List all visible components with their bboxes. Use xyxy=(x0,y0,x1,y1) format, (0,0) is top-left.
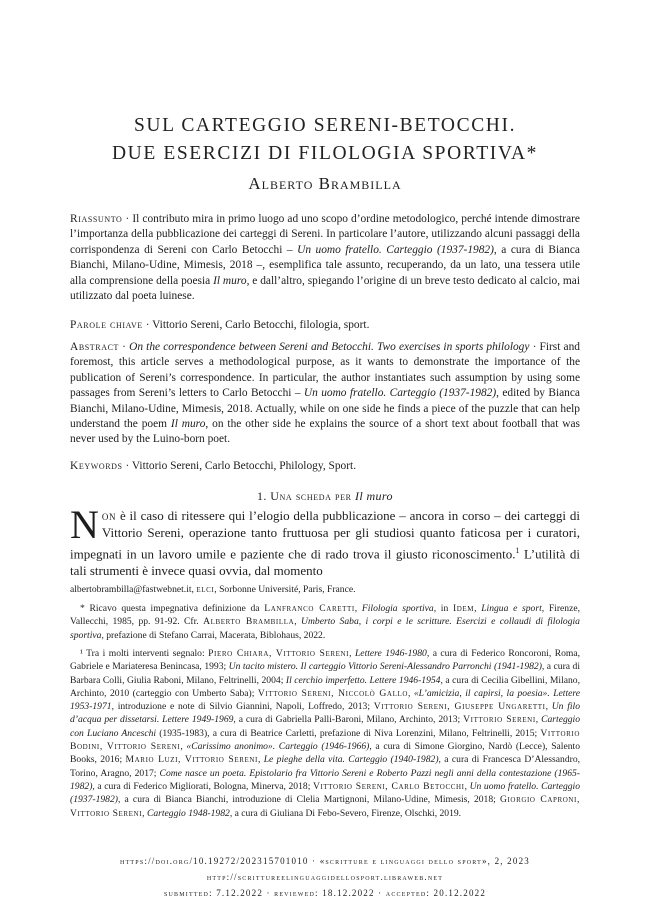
footnote-1: ¹ Tra i molti interventi segnalo: Piero Chiara, Vittorio Sereni, Lettere 1946-1980, a cura di Federico Roncoroni, Roma, Gabriele e Mariateresa Benincasa, 1993; Un tacito mistero. Il carteggio Vittorio Sereni-Alessandro Parronchi (1941-1982), a cura di Barbara Colli, Giulia Raboni, Milano, Feltrinelli, 2004; Il cerchio imperfetto. Lettere 1946-1954, a cura di Cecilia Gibellini, Milano, Archinto, 2010 (carteggio con Umberto Saba); Vittorio Sereni, Niccolò Gallo, «L’amicizia, il capirsi, la poesia». Lettere 1953-1971, introduzione e note di Silvio Giannini, Napoli, Loffredo, 2013; Vittorio Sereni, Giuseppe Ungaretti, Un filo d’acqua per dissetarsi. Lettere 1949-1969, a cura di Gabriella Palli-Baroni, Milano, Archinto, 2013; Vittorio Sereni, Carteggio con Luciano Anceschi (1935-1983), a cura di Beatrice Carletti, prefazione di Niva Lorenzini, Milano, Feltrinelli, 2015; Vittorio Bodini, Vittorio Sereni, «Carissimo anonimo». Carteggio (1946-1966), a cura di Simone Giorgino, Nardò (Lecce), Salento Books, 2016; Mario Luzi, Vittorio Sereni, Le pieghe della vita. Carteggio (1940-1982), a cura di Francesca D’Alessandro, Torino, Aragno, 2017; Come nasce un poeta. Epistolario fra Vittorio Sereni e Roberto Pazzi negli anni della contestazione (1965-1982), a cura di Federico Migliorati, Bologna, Minerva, 2018; Vittorio Sereni, Carlo Betocchi, Un uomo fratello. Carteggio (1937-1982), a cura di Bianca Bianchi, introduzione di Clelia Martignoni, Milano-Udine, Mimesis, 2018; Giorgio Caproni, Vittorio Sereni, Carteggio 1948-1982, a cura di Giuliana Di Febo-Severo, Firenze, Olschki, 2019. xyxy=(70,648,581,819)
keywords-label: Keywords xyxy=(70,460,123,472)
riassunto-label: Riassunto xyxy=(70,213,123,225)
footnote-email: albertobrambilla@fastwebnet.it, elci, Sorbonne Université, Paris, France. xyxy=(70,584,356,595)
abstract-block xyxy=(70,340,580,448)
footnote-ref: 1 xyxy=(515,545,520,555)
parole-chiave-paragraph: Parole chiave · Vittorio Sereni, Carlo Betocchi, filologia, sport. xyxy=(70,319,370,331)
article-title-line2: DUE ESERCIZI DI FILOLOGIA SPORTIVA* xyxy=(111,143,539,164)
parole-chiave-block xyxy=(70,318,580,333)
section-heading: 1. Una scheda per Il muro xyxy=(257,489,393,503)
body-block xyxy=(70,502,580,580)
drop-cap: N xyxy=(70,502,99,547)
body-paragraph: Non è il caso di ritessere qui l’elogio della pubblicazione – ancora in corso – dei carteggi di Vittorio Sereni, operazione tanto fruttuosa per gli studiosi quanto faticosa per i curatori, impegnati in un lavoro umile e paziente che di rado trova il giusto riconoscimento.$^1$ L’utilità di tali strumenti è invece quasi ovvia, dal momento xyxy=(70,502,580,579)
abstract-label: Abstract xyxy=(70,341,120,353)
keywords-block xyxy=(70,459,580,474)
footer-doi: https://doi.org/10.19272/202315701010 · «scritture e linguaggi dello sport», 2, 2023 xyxy=(120,856,530,866)
keywords-paragraph: Keywords · Vittorio Sereni, Carlo Betocchi, Philology, Sport. xyxy=(70,460,357,472)
footer-dates: submitted: 7.12.2022 · reviewed: 18.12.2022 · accepted: 20.12.2022 xyxy=(163,888,487,898)
footnote-star: * Ricavo questa impegnativa definizione da Lanfranco Caretti, Filologia sportiva, in Idem, Lingua e sport, Firenze, Vallecchi, 1985, pp. 91-92. Cfr. Alberto Brambilla, Umberto Saba, i corpi e le scritture. Esercizi e collaudi di filologia sportiva, prefazione di Stefano Carrai, Macerata, Biblohaus, 2022. xyxy=(70,603,581,641)
author-name: Alberto Brambilla xyxy=(248,174,402,193)
abstract-paragraph: Abstract · On the correspondence between Sereni and Betocchi. Two exercises in sports philology · First and foremost, this article serves a methodological purpose, as it wants to demonstrate the importance of the publication of Sereni’s correspondence. In particular, the author instantiates such assumption by using some passages from Sereni’s letters to Carlo Betocchi – Un uomo fratello. Carteggio (1937-1982), edited by Bianca Bianchi, Milano-Udine, Mimesis, 2018. Actually, while on one side he finds a piece of the puzzle that can help understand the poem Il muro, on the other side he explains the source of a short text about football that was never used by the Luino-born poet. xyxy=(70,341,580,446)
riassunto-block xyxy=(70,212,580,304)
riassunto-paragraph: Riassunto · Il contributo mira in primo luogo ad uno scopo d’ordine metodologico, perché intende dimostrare l’importanza della pubblicazione dei carteggi di Sereni. In particolare l’autore, utilizzando alcuni passaggi della corrispondenza di Sereni con Carlo Betocchi – Un uomo fratello. Carteggio (1937-1982), a cura di Bianca Bianchi, Milano-Udine, Mimesis, 2018 –, esemplifica tale assunto, recuperando, da un lato, una tessera utile alla comprensione della poesia Il muro, e dall’altro, spiegando l’origine di un breve testo dedicato al calcio, mai utilizzato dal poeta luinese. xyxy=(70,213,580,303)
footer-url: http://scrittureelinguaggidellosport.libraweb.net xyxy=(206,872,444,882)
article-title-line1: SUL CARTEGGIO SERENI-BETOCCHI. xyxy=(133,115,517,136)
parole-chiave-label: Parole chiave xyxy=(70,319,143,331)
